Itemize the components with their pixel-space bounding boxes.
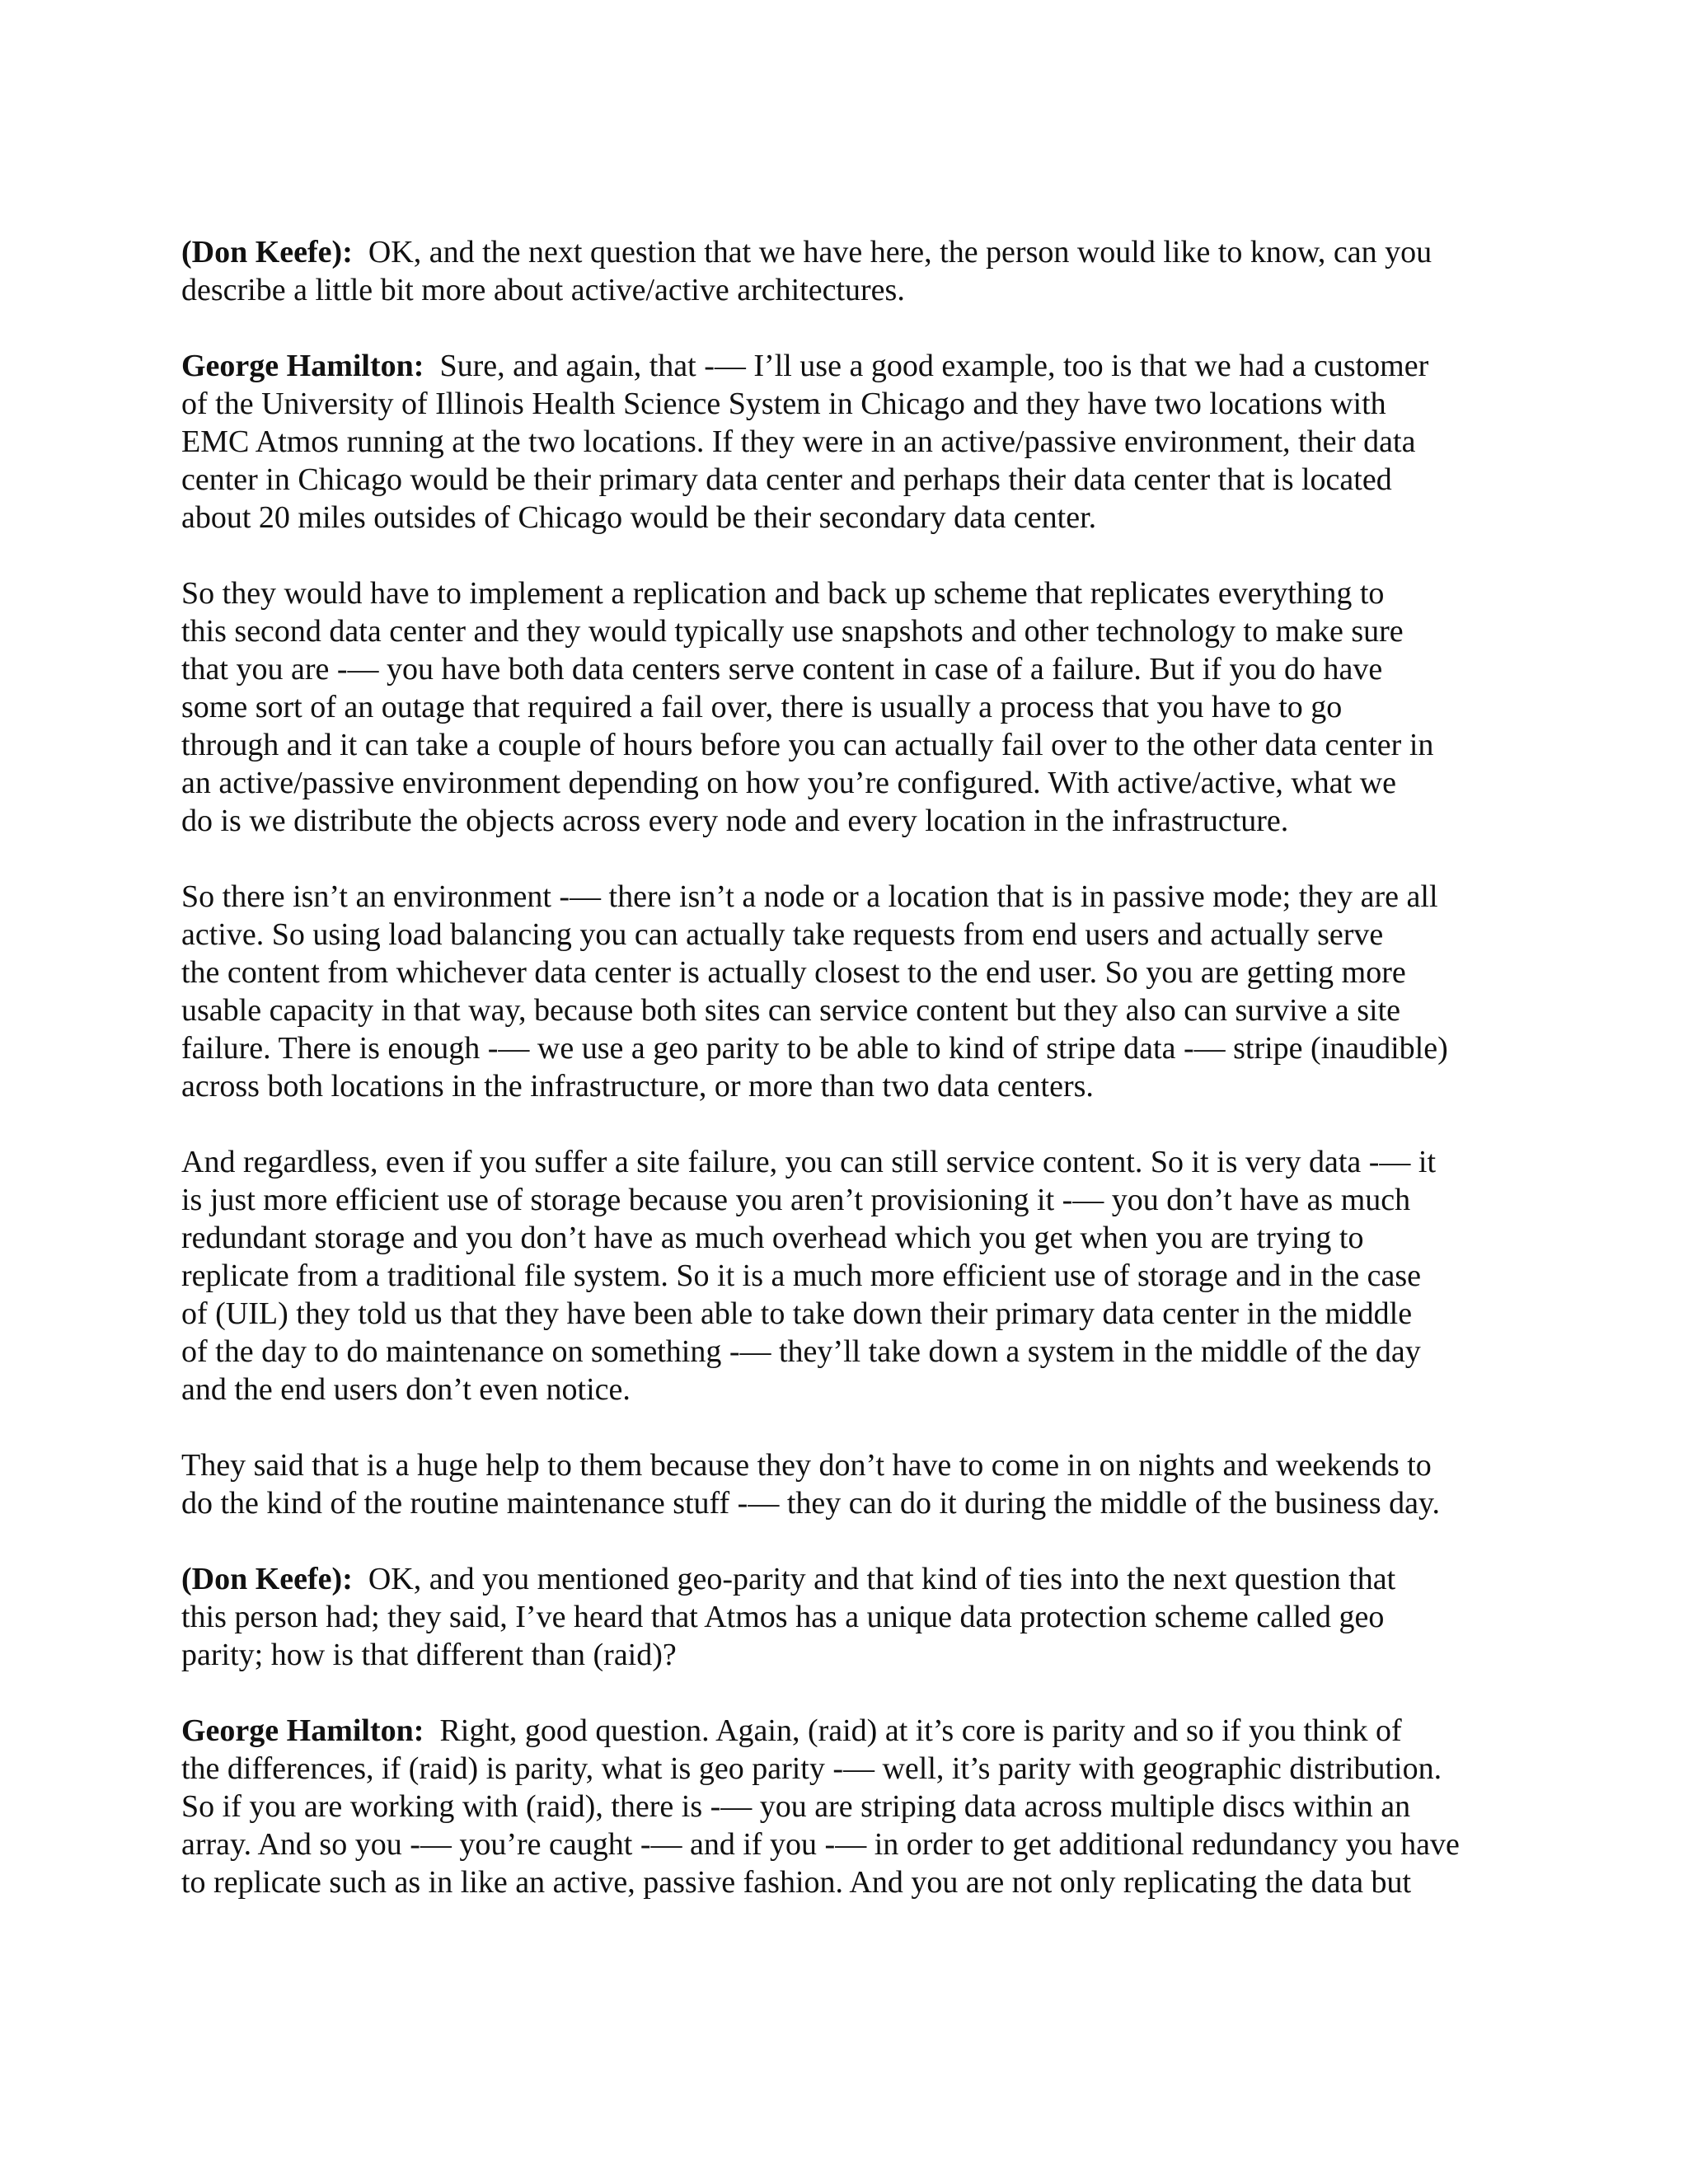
transcript-line <box>181 233 1517 271</box>
line-text: And regardless, even if you suffer a site failure, you can still service content. So it is very data -— it <box>181 1145 1437 1179</box>
line-text: So there isn’t an environment -— there isn’t a node or a location that is in passive mode; they are all <box>181 879 1438 914</box>
line-text: this person had; they said, I’ve heard that Atmos has a unique data protection scheme called geo <box>181 1600 1385 1634</box>
transcript-paragraph <box>181 1560 1517 1674</box>
transcript-line <box>181 1598 1517 1636</box>
transcript-line <box>181 347 1517 385</box>
line-text: that you are -— you have both data centers serve content in case of a failure. But if you do have <box>181 652 1383 687</box>
line-text: through and it can take a couple of hours before you can actually fail over to the other data center in <box>181 728 1434 762</box>
transcript-line <box>181 878 1517 916</box>
transcript-paragraph <box>181 878 1517 1105</box>
transcript-line <box>181 1788 1517 1825</box>
transcript-line <box>181 916 1517 954</box>
line-text: to replicate such as in like an active, passive fashion. And you are not only replicating the data but <box>181 1865 1412 1900</box>
line-text: Right, good question. Again, (raid) at it’s core is parity and so if you think of <box>439 1713 1402 1748</box>
speaker-label: (Don Keefe): <box>181 1562 353 1596</box>
speaker-label: George Hamilton: <box>181 349 424 383</box>
line-text: across both locations in the infrastructure, or more than two data centers. <box>181 1069 1094 1104</box>
transcript-line <box>181 1257 1517 1295</box>
line-text: array. And so you -— you’re caught -— and if you -— in order to get additional redundancy you have <box>181 1827 1460 1862</box>
line-text: do the kind of the routine maintenance stuff -— they can do it during the middle of the business day. <box>181 1486 1441 1521</box>
line-text: redundant storage and you don’t have as much overhead which you get when you are trying to <box>181 1221 1364 1255</box>
transcript-line <box>181 1143 1517 1181</box>
transcript-line <box>181 1295 1517 1333</box>
line-text: center in Chicago would be their primary data center and perhaps their data center that is located <box>181 462 1392 497</box>
transcript-line <box>181 991 1517 1029</box>
line-text: usable capacity in that way, because both sites can service content but they also can survive a site <box>181 993 1401 1028</box>
transcript-line <box>181 688 1517 726</box>
line-text: this second data center and they would typically use snapshots and other technology to make sure <box>181 614 1404 649</box>
transcript-line <box>181 1825 1517 1863</box>
speaker-label: George Hamilton: <box>181 1713 424 1748</box>
line-text: the content from whichever data center is actually closest to the end user. So you are getting more <box>181 955 1406 990</box>
transcript-paragraph <box>181 1446 1517 1522</box>
transcript-line <box>181 1371 1517 1408</box>
line-text: Sure, and again, that -— I’ll use a good example, too is that we had a customer <box>439 349 1429 383</box>
line-text: an active/passive environment depending on how you’re configured. With active/active, what we <box>181 766 1397 800</box>
transcript-line <box>181 461 1517 499</box>
line-text: of the University of Illinois Health Science System in Chicago and they have two locations with <box>181 387 1386 421</box>
transcript-paragraph <box>181 233 1517 309</box>
line-text: parity; how is that different than (raid)? <box>181 1638 677 1672</box>
transcript-line <box>181 954 1517 991</box>
line-text: replicate from a traditional file system. So it is a much more efficient use of storage and in the case <box>181 1258 1422 1293</box>
line-text: do is we distribute the objects across every node and every location in the infrastructure. <box>181 804 1289 838</box>
transcript-paragraph <box>181 347 1517 537</box>
transcript-line <box>181 574 1517 612</box>
transcript-line <box>181 1712 1517 1750</box>
transcript-body <box>181 233 1517 1939</box>
line-text: active. So using load balancing you can actually take requests from end users and actually serve <box>181 917 1384 952</box>
line-text: describe a little bit more about active/active architectures. <box>181 273 905 307</box>
line-text: of (UIL) they told us that they have been able to take down their primary data center in the middle <box>181 1296 1413 1331</box>
transcript-line <box>181 764 1517 802</box>
line-text: OK, and you mentioned geo-parity and that kind of ties into the next question that <box>368 1562 1396 1596</box>
transcript-line <box>181 1029 1517 1067</box>
transcript-paragraph <box>181 1143 1517 1408</box>
line-text: of the day to do maintenance on something -— they’ll take down a system in the middle of the day <box>181 1334 1421 1369</box>
line-text: the differences, if (raid) is parity, what is geo parity -— well, it’s parity with geographic distribution. <box>181 1751 1442 1786</box>
transcript-line <box>181 1333 1517 1371</box>
line-text: So if you are working with (raid), there is -— you are striping data across multiple discs within an <box>181 1789 1411 1824</box>
transcript-line <box>181 1560 1517 1598</box>
transcript-line <box>181 1750 1517 1788</box>
line-text: EMC Atmos running at the two locations. If they were in an active/passive environment, their data <box>181 424 1416 459</box>
speaker-label: (Don Keefe): <box>181 235 353 269</box>
transcript-line <box>181 1067 1517 1105</box>
transcript-line <box>181 1863 1517 1901</box>
transcript-line <box>181 726 1517 764</box>
transcript-paragraph <box>181 574 1517 840</box>
line-text: and the end users don’t even notice. <box>181 1372 631 1407</box>
transcript-line <box>181 423 1517 461</box>
transcript-line <box>181 271 1517 309</box>
line-text: failure. There is enough -— we use a geo parity to be able to kind of stripe data -— stripe (inaudible) <box>181 1031 1448 1066</box>
line-text: about 20 miles outsides of Chicago would be their secondary data center. <box>181 500 1097 535</box>
transcript-line <box>181 802 1517 840</box>
transcript-line <box>181 385 1517 423</box>
transcript-line <box>181 1484 1517 1522</box>
transcript-line <box>181 499 1517 537</box>
line-text: So they would have to implement a replication and back up scheme that replicates everything to <box>181 576 1385 611</box>
line-text: They said that is a huge help to them because they don’t have to come in on nights and weekends to <box>181 1448 1432 1483</box>
transcript-paragraph <box>181 1712 1517 1901</box>
line-text: is just more efficient use of storage because you aren’t provisioning it -— you don’t have as much <box>181 1183 1411 1217</box>
line-text: OK, and the next question that we have here, the person would like to know, can you <box>368 235 1432 269</box>
transcript-line <box>181 1446 1517 1484</box>
transcript-line <box>181 1181 1517 1219</box>
transcript-line <box>181 1219 1517 1257</box>
transcript-line <box>181 612 1517 650</box>
transcript-line <box>181 650 1517 688</box>
line-text: some sort of an outage that required a fail over, there is usually a process that you have to go <box>181 690 1343 724</box>
transcript-line <box>181 1636 1517 1674</box>
